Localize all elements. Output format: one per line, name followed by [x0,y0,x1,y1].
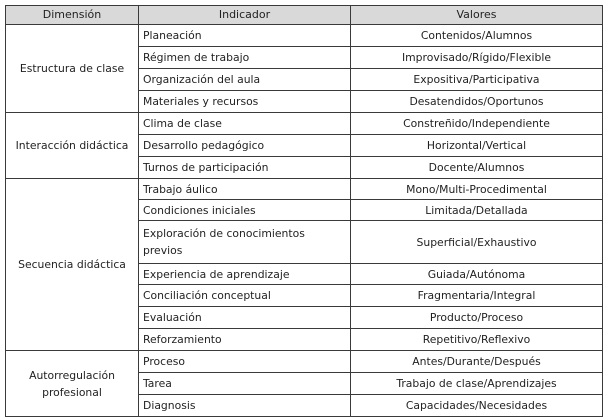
indicator-cell: Materiales y recursos [139,91,351,113]
table-row [6,179,603,200]
value-cell: Producto/Proceso [351,307,603,329]
dimension-cell: Interacción didáctica [6,113,139,179]
value-cell: Expositiva/Participativa [351,69,603,91]
indicator-cell: Turnos de participación [139,157,351,179]
indicator-table [5,5,603,417]
value-cell: Improvisado/Rígido/Flexible [351,47,603,69]
value-cell: Repetitivo/Reflexivo [351,329,603,351]
indicator-cell: Trabajo áulico [139,179,351,200]
value-cell: Mono/Multi-Procedimental [351,179,603,200]
value-cell: Fragmentaria/Integral [351,285,603,307]
indicator-cell: Régimen de trabajo [139,47,351,69]
indicator-cell: Condiciones iniciales [139,200,351,221]
indicator-cell: Desarrollo pedagógico [139,135,351,157]
value-cell: Horizontal/Vertical [351,135,603,157]
header-indicator: Indicador [139,6,351,25]
value-cell: Capacidades/Necesidades [351,395,603,417]
indicator-cell: Evaluación [139,307,351,329]
indicator-cell: Planeación [139,25,351,47]
value-cell: Guiada/Autónoma [351,264,603,285]
table-row [6,25,603,47]
header-row [6,6,603,25]
value-cell: Constreñido/Independiente [351,113,603,135]
value-cell: Desatendidos/Oportunos [351,91,603,113]
value-cell: Contenidos/Alumnos [351,25,603,47]
header-values: Valores [351,6,603,25]
value-cell: Trabajo de clase/Aprendizajes [351,373,603,395]
header-dimension: Dimensión [6,6,139,25]
indicator-cell: Experiencia de aprendizaje [139,264,351,285]
value-cell: Superficial/Exhaustivo [351,221,603,264]
value-cell: Antes/Durante/Después [351,351,603,373]
indicator-cell: Organización del aula [139,69,351,91]
indicator-cell: Clima de clase [139,113,351,135]
indicator-cell: Conciliación conceptual [139,285,351,307]
indicator-cell: Proceso [139,351,351,373]
table-row [6,351,603,373]
indicator-cell: Reforzamiento [139,329,351,351]
value-cell: Limitada/Detallada [351,200,603,221]
indicator-cell: Exploración de conocimientos previos [139,221,351,264]
dimension-cell: Estructura de clase [6,25,139,113]
indicator-cell: Diagnosis [139,395,351,417]
dimension-cell: Autorregulación profesional [6,351,139,417]
dimension-cell: Secuencia didáctica [6,179,139,351]
table-row [6,113,603,135]
indicator-cell: Tarea [139,373,351,395]
value-cell: Docente/Alumnos [351,157,603,179]
